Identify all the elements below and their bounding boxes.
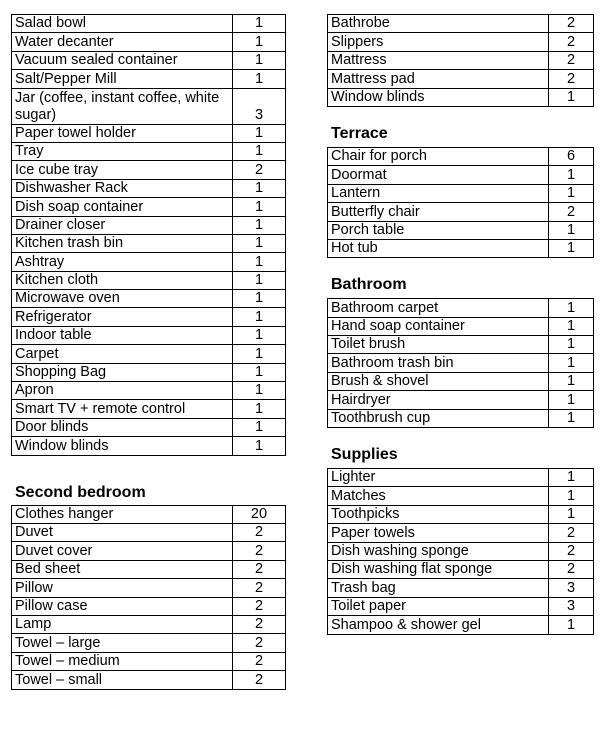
item-quantity: 2 <box>549 15 594 33</box>
table-row <box>328 51 594 69</box>
item-name: Toilet brush <box>328 336 549 354</box>
table-row <box>12 634 286 652</box>
item-quantity: 2 <box>549 560 594 578</box>
item-name: Toilet paper <box>328 597 549 615</box>
item-name: Jar (coffee, instant coffee, white sugar) <box>12 88 233 124</box>
item-quantity: 1 <box>549 616 594 634</box>
table-row <box>328 33 594 51</box>
item-quantity: 2 <box>233 161 286 179</box>
table-row <box>12 253 286 271</box>
item-quantity: 1 <box>549 409 594 427</box>
table-row <box>328 239 594 257</box>
item-quantity: 1 <box>549 299 594 317</box>
item-quantity: 1 <box>233 51 286 69</box>
item-quantity: 1 <box>233 437 286 455</box>
item-name: Refrigerator <box>12 308 233 326</box>
item-quantity: 3 <box>549 579 594 597</box>
table-row <box>12 418 286 436</box>
table-row <box>12 33 286 51</box>
table-row <box>12 216 286 234</box>
item-quantity: 1 <box>549 336 594 354</box>
item-name: Towel – large <box>12 634 233 652</box>
item-quantity: 1 <box>549 372 594 390</box>
item-name: Paper towels <box>328 524 549 542</box>
item-name: Trash bag <box>328 579 549 597</box>
item-name: Ashtray <box>12 253 233 271</box>
item-name: Dish washing sponge <box>328 542 549 560</box>
table-row <box>328 372 594 390</box>
item-quantity: 3 <box>549 597 594 615</box>
table-row <box>12 671 286 689</box>
item-name: Vacuum sealed container <box>12 51 233 69</box>
table-row <box>12 326 286 344</box>
item-name: Indoor table <box>12 326 233 344</box>
item-quantity: 2 <box>549 524 594 542</box>
item-name: Clothes hanger <box>12 505 233 523</box>
item-name: Door blinds <box>12 418 233 436</box>
item-quantity: 2 <box>549 33 594 51</box>
item-name: Hand soap container <box>328 317 549 335</box>
item-name: Brush & shovel <box>328 372 549 390</box>
bathroom-table <box>327 298 594 428</box>
item-quantity: 1 <box>233 142 286 160</box>
table-row <box>12 70 286 88</box>
item-name: Bathrobe <box>328 15 549 33</box>
item-quantity: 2 <box>549 51 594 69</box>
table-row <box>12 615 286 633</box>
item-name: Bathroom carpet <box>328 299 549 317</box>
item-name: Hairdryer <box>328 391 549 409</box>
item-quantity: 2 <box>233 615 286 633</box>
item-name: Slippers <box>328 33 549 51</box>
item-quantity: 1 <box>233 33 286 51</box>
item-quantity: 1 <box>549 391 594 409</box>
item-quantity: 1 <box>549 88 594 106</box>
table-row <box>12 579 286 597</box>
table-row <box>328 70 594 88</box>
table-row <box>12 234 286 252</box>
item-name: Kitchen trash bin <box>12 234 233 252</box>
item-name: Shampoo & shower gel <box>328 616 549 634</box>
item-name: Doormat <box>328 166 549 184</box>
item-name: Pillow <box>12 579 233 597</box>
item-quantity: 2 <box>549 70 594 88</box>
item-quantity: 2 <box>233 523 286 541</box>
table-row <box>12 124 286 142</box>
item-name: Pillow case <box>12 597 233 615</box>
item-quantity: 1 <box>233 70 286 88</box>
item-name: Toothbrush cup <box>328 409 549 427</box>
item-name: Porch table <box>328 221 549 239</box>
item-name: Duvet <box>12 523 233 541</box>
item-quantity: 1 <box>233 234 286 252</box>
table-row <box>328 391 594 409</box>
table-row <box>328 597 594 615</box>
item-quantity: 1 <box>549 469 594 487</box>
second-bedroom-table <box>11 505 286 690</box>
section-title-terrace: Terrace <box>331 124 388 142</box>
item-quantity: 1 <box>233 253 286 271</box>
item-name: Towel – medium <box>12 652 233 670</box>
table-row <box>12 51 286 69</box>
table-row <box>328 88 594 106</box>
table-row <box>12 290 286 308</box>
item-quantity: 1 <box>233 290 286 308</box>
item-name: Lantern <box>328 184 549 202</box>
item-quantity: 1 <box>233 179 286 197</box>
table-row <box>328 560 594 578</box>
table-row <box>12 560 286 578</box>
table-row <box>12 652 286 670</box>
table-row <box>12 161 286 179</box>
item-quantity: 2 <box>233 634 286 652</box>
table-row <box>12 345 286 363</box>
item-quantity: 1 <box>233 418 286 436</box>
right-column <box>327 14 594 635</box>
table-row <box>328 221 594 239</box>
table-row <box>328 147 594 165</box>
item-name: Dish soap container <box>12 198 233 216</box>
kitchen-table <box>11 14 286 456</box>
table-row <box>12 400 286 418</box>
table-row <box>12 505 286 523</box>
item-name: Mattress <box>328 51 549 69</box>
item-name: Lighter <box>328 469 549 487</box>
table-row <box>328 15 594 33</box>
item-name: Chair for porch <box>328 147 549 165</box>
item-name: Towel – small <box>12 671 233 689</box>
table-row <box>12 198 286 216</box>
table-row <box>328 166 594 184</box>
table-row <box>12 542 286 560</box>
item-quantity: 1 <box>233 308 286 326</box>
section-title-bathroom: Bathroom <box>331 276 407 294</box>
item-quantity: 2 <box>233 671 286 689</box>
table-row <box>328 542 594 560</box>
item-quantity: 1 <box>549 184 594 202</box>
item-name: Apron <box>12 382 233 400</box>
item-quantity: 1 <box>549 487 594 505</box>
item-name: Drainer closer <box>12 216 233 234</box>
table-row <box>12 308 286 326</box>
item-name: Microwave oven <box>12 290 233 308</box>
item-name: Dishwasher Rack <box>12 179 233 197</box>
item-quantity: 1 <box>233 326 286 344</box>
item-quantity: 1 <box>549 354 594 372</box>
item-quantity: 2 <box>233 542 286 560</box>
item-quantity: 6 <box>549 147 594 165</box>
table-row <box>12 179 286 197</box>
item-quantity: 1 <box>549 166 594 184</box>
item-quantity: 1 <box>233 382 286 400</box>
table-row <box>12 597 286 615</box>
item-quantity: 1 <box>549 221 594 239</box>
bedroom-items-table <box>327 14 594 107</box>
item-name: Duvet cover <box>12 542 233 560</box>
section-title-second-bedroom: Second bedroom <box>15 483 146 501</box>
item-name: Matches <box>328 487 549 505</box>
item-name: Smart TV + remote control <box>12 400 233 418</box>
table-row <box>328 354 594 372</box>
table-row <box>12 382 286 400</box>
item-quantity: 1 <box>549 317 594 335</box>
table-row <box>12 15 286 33</box>
item-quantity: 2 <box>549 542 594 560</box>
table-row <box>12 142 286 160</box>
item-name: Ice cube tray <box>12 161 233 179</box>
table-row <box>328 299 594 317</box>
item-name: Bed sheet <box>12 560 233 578</box>
table-row <box>12 437 286 455</box>
item-name: Shopping Bag <box>12 363 233 381</box>
item-quantity: 1 <box>233 198 286 216</box>
item-quantity: 2 <box>233 597 286 615</box>
item-name: Toothpicks <box>328 505 549 523</box>
left-column <box>11 14 286 690</box>
table-row <box>12 271 286 289</box>
item-quantity: 2 <box>233 560 286 578</box>
item-quantity: 2 <box>549 203 594 221</box>
item-name: Salad bowl <box>12 15 233 33</box>
table-row <box>328 317 594 335</box>
item-name: Dish washing flat sponge <box>328 560 549 578</box>
table-row <box>12 523 286 541</box>
item-name: Lamp <box>12 615 233 633</box>
table-row <box>328 505 594 523</box>
item-name: Salt/Pepper Mill <box>12 70 233 88</box>
table-row <box>12 363 286 381</box>
table-row <box>328 336 594 354</box>
item-name: Window blinds <box>328 88 549 106</box>
item-quantity: 1 <box>233 15 286 33</box>
table-row <box>328 579 594 597</box>
table-row <box>328 616 594 634</box>
item-name: Window blinds <box>12 437 233 455</box>
table-row <box>328 409 594 427</box>
table-row <box>12 88 286 124</box>
item-quantity: 1 <box>233 363 286 381</box>
item-name: Hot tub <box>328 239 549 257</box>
item-name: Bathroom trash bin <box>328 354 549 372</box>
item-quantity: 1 <box>233 271 286 289</box>
table-row <box>328 203 594 221</box>
table-row <box>328 487 594 505</box>
item-quantity: 1 <box>233 216 286 234</box>
item-name: Butterfly chair <box>328 203 549 221</box>
item-quantity: 1 <box>233 345 286 363</box>
item-name: Carpet <box>12 345 233 363</box>
section-title-supplies: Supplies <box>331 446 398 464</box>
table-row <box>328 184 594 202</box>
item-quantity: 1 <box>549 239 594 257</box>
terrace-table <box>327 147 594 258</box>
item-name: Paper towel holder <box>12 124 233 142</box>
item-name: Water decanter <box>12 33 233 51</box>
item-quantity: 1 <box>233 124 286 142</box>
item-quantity: 3 <box>233 88 286 124</box>
item-quantity: 20 <box>233 505 286 523</box>
supplies-table <box>327 468 594 635</box>
item-quantity: 1 <box>233 400 286 418</box>
table-row <box>328 524 594 542</box>
item-name: Tray <box>12 142 233 160</box>
item-quantity: 2 <box>233 652 286 670</box>
item-quantity: 2 <box>233 579 286 597</box>
item-quantity: 1 <box>549 505 594 523</box>
item-name: Mattress pad <box>328 70 549 88</box>
item-name: Kitchen cloth <box>12 271 233 289</box>
table-row <box>328 469 594 487</box>
